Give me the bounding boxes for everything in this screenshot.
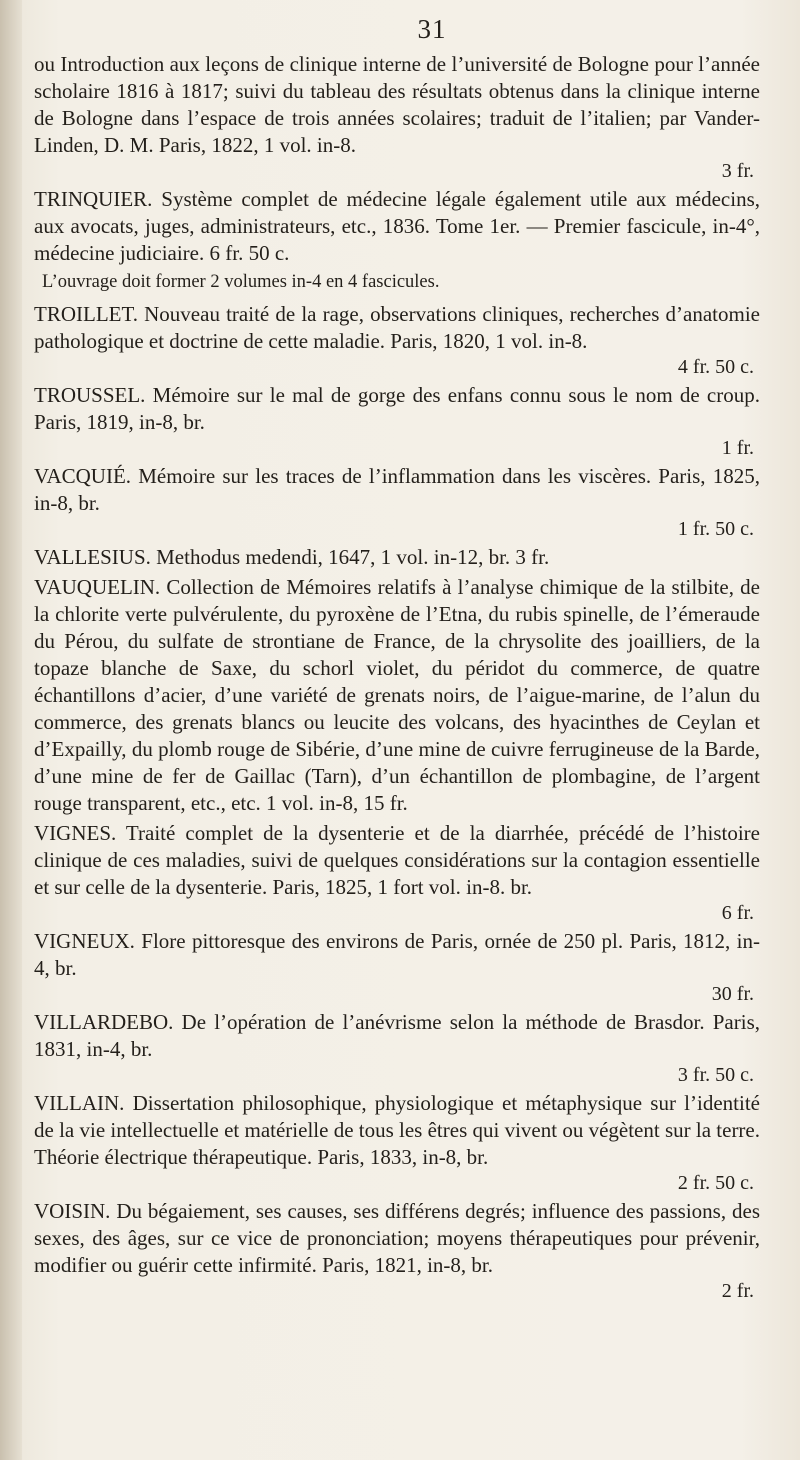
entry-text: VILLAIN. Dissertation philosophique, physiologique et métaphysique sur l’identité de la vie intellectuelle et matérielle de tous les êtres qui vivent ou végètent sur la terre. Théorie électrique thérapeutique. Paris, 1833, in-8, br. xyxy=(34,1091,760,1169)
entry-text: VOISIN. Du bégaiement, ses causes, ses différens degrés; influence des passions, des sexes, des âges, sur ce vice de prononciation; moyens thérapeutiques pour prévenir, modifier ou guérir cette infirmité. Paris, 1821, in-8, br. xyxy=(34,1199,760,1277)
catalogue-entry xyxy=(34,1198,760,1303)
entry-text: TROILLET. Nouveau traité de la rage, observations cliniques, recherches d’anatomie pathologique et doctrine de cette maladie. Paris, 1820, 1 vol. in-8. xyxy=(34,302,760,353)
catalogue-entry xyxy=(34,928,760,1006)
entry-price: 3 fr. 50 c. xyxy=(677,1064,754,1086)
catalogue-entry xyxy=(34,463,760,541)
entry-text: VILLARDEBO. De l’opération de l’anévrisme selon la méthode de Brasdor. Paris, 1831, in-4, br. xyxy=(34,1010,760,1061)
entry-text: VIGNES. Traité complet de la dysenterie et de la diarrhée, précédé de l’histoire clinique de ces maladies, suivi de quelques considérations sur la contagion essentielle et sur celle de la dysenterie. Paris, 1825, 1 fort vol. in-8. br. xyxy=(34,821,760,899)
entry-text: TROUSSEL. Mémoire sur le mal de gorge des enfans connu sous le nom de croup. Paris, 1819, in-8, br. xyxy=(34,383,760,434)
catalogue-entry xyxy=(34,574,760,817)
catalogue-entry xyxy=(34,820,760,925)
entry-text: VALLESIUS. Methodus medendi, 1647, 1 vol. in-12, br. 3 fr. xyxy=(34,545,550,569)
catalogue-entry xyxy=(34,186,760,295)
entry-text: VACQUIÉ. Mémoire sur les traces de l’inflammation dans les viscères. Paris, 1825, in-8, br. xyxy=(34,464,760,515)
catalogue-entry xyxy=(34,301,760,379)
catalogue-entry xyxy=(34,51,760,183)
entry-price: 1 fr. xyxy=(721,437,754,459)
entry-price: 30 fr. xyxy=(711,983,754,1005)
entry-text: ou Introduction aux leçons de clinique interne de l’université de Bologne pour l’année scholaire 1816 à 1817; suivi du tableau des résultats obtenus dans la clinique interne de Bologne dans l’espace de trois années scolaires; traduit de l’italien; par Vander-Linden, D. M. Paris, 1822, 1 vol. in-8. xyxy=(34,52,760,157)
catalogue-entry xyxy=(34,544,760,571)
page-number: 31 xyxy=(417,14,447,44)
entry-price: 2 fr. xyxy=(721,1280,754,1302)
entry-price: 6 fr. xyxy=(721,902,754,924)
entry-price: 2 fr. 50 c. xyxy=(677,1172,754,1194)
entry-price: 4 fr. 50 c. xyxy=(677,356,754,378)
entry-text: VAUQUELIN. Collection de Mémoires relatifs à l’analyse chimique de la stilbite, de la chlorite verte pulvérulente, du pyroxène de l’Etna, du rubis spinelle, de l’émeraude du Pérou, du sulfate de strontiane de France, de la chrysolite des joailliers, de la topaze blanche de Saxe, du schorl violet, du péridot du commerce, de quatre échantillons d’acier, d’une variété de grenats noirs, de l’aigue-marine, de l’alun du commerce, des grenats blancs ou leucite des volcans, des hyacinthes de Ceylan et d’Expailly, du plomb rouge de Sibérie, d’une mine de cuivre ferrugineuse de la Barde, d’une mine de fer de Gaillac (Tarn), d’un échantillon de plombagine, de l’argent rouge transparent, etc., etc. 1 vol. in-8, 15 fr. xyxy=(34,575,760,815)
entry-text: VIGNEUX. Flore pittoresque des environs de Paris, ornée de 250 pl. Paris, 1812, in-4, br. xyxy=(34,929,760,980)
entry-text: TRINQUIER. Système complet de médecine légale également utile aux médecins, aux avocats, juges, administrateurs, etc., 1836. Tome 1er. — Premier fascicule, in-4°, médecine judiciaire. 6 fr. 50 c. xyxy=(34,187,760,265)
catalogue-entry xyxy=(34,1090,760,1195)
entry-price: 1 fr. 50 c. xyxy=(677,518,754,540)
catalogue-entry xyxy=(34,1009,760,1087)
entry-price: 3 fr. xyxy=(721,160,754,182)
entry-note: L’ouvrage doit former 2 volumes in-4 en 4 fascicules. xyxy=(42,272,440,292)
page-binding-shadow xyxy=(0,0,22,1460)
catalogue-entry xyxy=(34,382,760,460)
